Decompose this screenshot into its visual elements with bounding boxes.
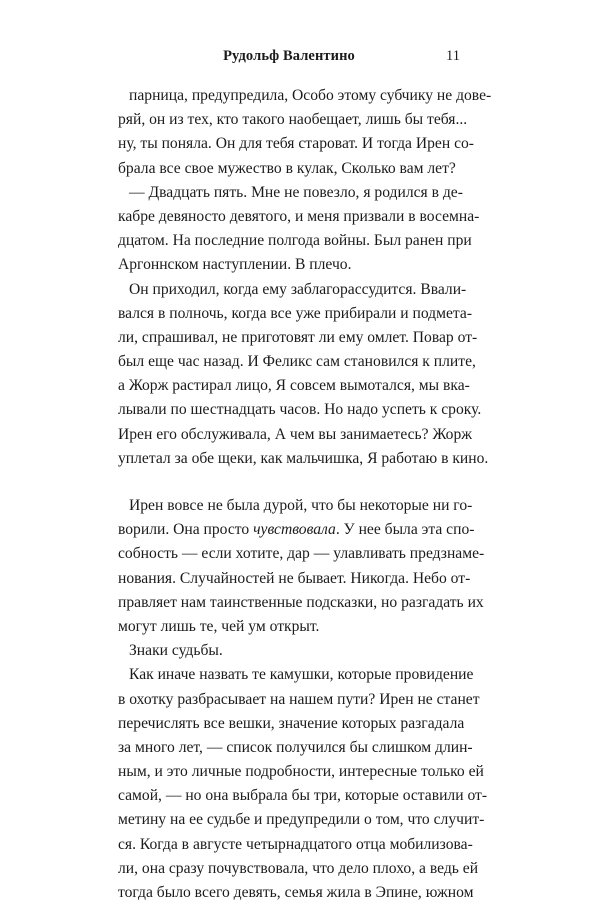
text-line: ным, и это личные подробности, интересные только ей <box>118 763 484 781</box>
text-line: уплетал за обе щеки, как мальчишка, Я работаю в кино. <box>118 449 489 467</box>
text-segment: ворили. Она просто <box>118 521 254 539</box>
page-number: 11 <box>446 48 460 64</box>
text-line: метину на ее судьбе и предупредили о том, что случит- <box>118 811 485 829</box>
text-line: Как иначе назвать те камушки, которые провидение <box>129 666 474 684</box>
text-line: ся. Когда в августе четырнадцатого отца мобилизова- <box>118 835 473 853</box>
running-title: Рудольф Валентино <box>223 48 355 64</box>
text-line: Аргоннском наступлении. В плечо. <box>118 256 352 274</box>
text-line: дцатом. На последние полгода войны. Был ранен при <box>118 232 472 250</box>
text-line: правляет нам таинственные подсказки, но разгадать их <box>118 593 484 611</box>
text-line: Ирен его обслуживала, А чем вы занимаетесь? Жорж <box>118 425 473 443</box>
text-line: лывали по шестнадцать часов. Но надо успеть к сроку. <box>118 401 482 419</box>
text-line: кабре девяносто девятого, и меня призвали в восемна- <box>118 207 480 225</box>
text-line: самой, — но она выбрала бы три, которые оставили от- <box>118 787 488 805</box>
text-line: ли, спрашивал, не приготовят ли ему омлет. Повар от- <box>118 328 478 346</box>
text-line: вался в полночь, когда все уже прибирали и подмета- <box>118 304 473 322</box>
emphasized-word: чувствовала <box>253 521 336 539</box>
running-head <box>118 46 460 66</box>
body-text <box>118 84 492 905</box>
text-line: Он приходил, когда ему заблагорассудится. Ввали- <box>129 280 467 298</box>
text-line: брала все свое мужество в кулак, Сколько вам лет? <box>118 159 456 177</box>
text-line: собность — если хотите, дар — улавливать предзнаме- <box>118 545 485 563</box>
text-line: — Двадцать пять. Мне не повезло, я родился в де- <box>129 183 463 201</box>
section-break <box>118 471 460 494</box>
text-line: за много лет, — список получился бы слишком длин- <box>118 738 473 756</box>
text-line: нования. Случайностей не бывает. Никогда. Небо от- <box>118 569 471 587</box>
text-line: а Жорж растирал лицо, Я совсем вымотался, мы вка- <box>118 377 470 395</box>
text-line: был еще час назад. И Феликс сам становился к плите, <box>118 353 476 371</box>
text-line: Знаки судьбы. <box>129 642 223 660</box>
text-line: в охотку разбрасывает на нашем пути? Ирен не станет <box>118 690 480 708</box>
text-line: тогда было всего девять, семья жила в Эпине, южном <box>118 884 474 901</box>
text-segment: . У нее была эта спо- <box>335 521 475 539</box>
text-line: ну, ты поняла. Он для тебя староват. И тогда Ирен со- <box>118 135 474 153</box>
text-line: парница, предупредила, Особо этому субчику не дове- <box>129 87 492 104</box>
text-line: перечислять все вешки, значение которых разгадала <box>118 714 465 732</box>
text-line: Ирен вовсе не была дурой, что бы некоторые ни го- <box>129 497 473 514</box>
text-line: ряй, он из тех, кто такого наобещает, лишь бы тебя... <box>118 111 468 129</box>
text-line <box>118 518 475 542</box>
text-line: ли, она сразу почувствовала, что дело плохо, а ведь ей <box>118 859 479 877</box>
text-line: могут лишь те, чей ум открыт. <box>118 617 320 635</box>
